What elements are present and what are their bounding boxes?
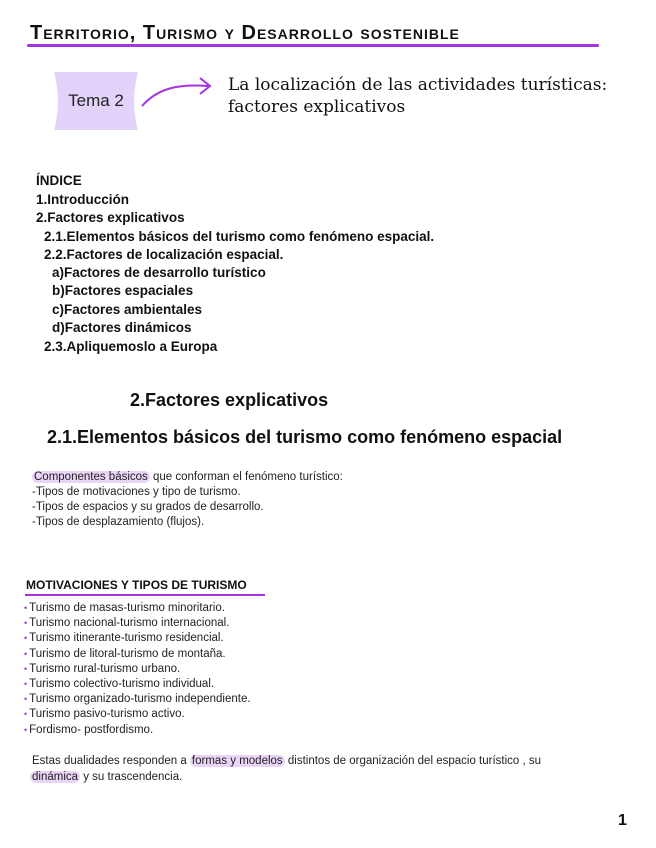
page-number: 1 — [618, 812, 627, 829]
topic-title — [228, 74, 628, 118]
list-item: • Turismo organizado-turismo independiente. — [24, 692, 251, 707]
index-item: d)Factores dinámicos — [52, 320, 192, 335]
components-item: -Tipos de motivaciones y tipo de turismo. — [32, 486, 241, 498]
header-underline — [27, 44, 599, 47]
list-item: • Turismo rural-turismo urbano. — [24, 662, 251, 677]
index-item: c)Factores ambientales — [52, 302, 203, 317]
topic-title-line-1: La localización de las actividades turísticas: — [228, 75, 608, 95]
list-item: • Fordismo- postfordismo. — [24, 723, 251, 738]
arrow-icon — [138, 74, 218, 114]
index-item: b)Factores espaciales — [52, 283, 194, 298]
topic-title-line-2: factores explicativos — [228, 97, 406, 117]
list-item: • Turismo colectivo-turismo individual. — [24, 677, 251, 692]
index-item: 1.Introducción — [36, 192, 130, 207]
conclusion-text: y su trascendencia. — [80, 771, 183, 783]
list-item: • Turismo nacional-turismo internacional. — [24, 616, 251, 631]
conclusion-text: Estas dualidades responden a — [32, 755, 190, 767]
components-intro — [32, 470, 343, 485]
conclusion-text: distintos de organización del espacio turístico , su — [284, 755, 542, 767]
theme-badge-label: Tema 2 — [68, 91, 124, 110]
conclusion-line-2 — [30, 770, 182, 785]
list-item: • Turismo itinerante-turismo residencial. — [24, 631, 251, 646]
section-heading: 2.Factores explicativos — [130, 390, 329, 410]
index-item: 2.2.Factores de localización espacial. — [44, 247, 284, 262]
index-heading: ÍNDICE — [36, 173, 82, 188]
index-item: 2.Factores explicativos — [36, 210, 185, 225]
components-item: -Tipos de espacios y su grados de desarrollo. — [32, 501, 264, 513]
motivations-heading: MOTIVACIONES Y TIPOS DE TURISMO — [26, 578, 247, 592]
index-item: 2.1.Elementos básicos del turismo como fenómeno espacial. — [44, 229, 435, 244]
subsection-heading: 2.1.Elementos básicos del turismo como fenómeno espacial — [47, 427, 563, 447]
components-highlight: Componentes básicos — [34, 471, 148, 483]
list-item: • Turismo de litoral-turismo de montaña. — [24, 647, 251, 662]
document-title: Territorio, Turismo y Desarrollo sostenible — [30, 22, 460, 44]
conclusion-line-1 — [32, 754, 541, 769]
conclusion-highlight: dinámica — [32, 771, 79, 783]
index-item: a)Factores de desarrollo turístico — [52, 265, 266, 280]
components-intro-text: que conforman el fenómeno turístico: — [149, 471, 343, 483]
motivations-underline — [25, 594, 265, 596]
list-item: • Turismo de masas-turismo minoritario. — [24, 601, 251, 616]
index-item: 2.3.Apliquemoslo a Europa — [44, 339, 218, 354]
components-item: -Tipos de desplazamiento (flujos). — [32, 516, 205, 528]
motivations-list — [24, 601, 251, 738]
conclusion-highlight: formas y modelos — [191, 755, 283, 767]
list-item: • Turismo pasivo-turismo activo. — [24, 707, 251, 722]
